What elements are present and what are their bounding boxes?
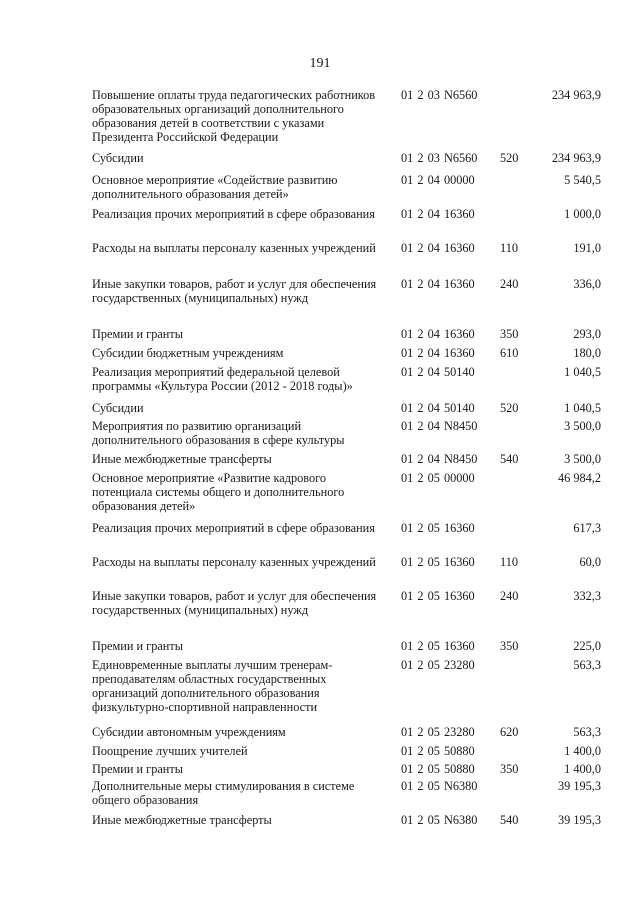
row-code: 01 2 05 16360 bbox=[401, 589, 475, 603]
row-amount: 617,3 bbox=[573, 521, 601, 535]
row-name: Поощрение лучших учителей bbox=[92, 744, 248, 758]
row-amount: 191,0 bbox=[573, 241, 601, 255]
page-number: 191 bbox=[309, 56, 331, 71]
row-vr: 540 bbox=[500, 813, 519, 827]
row-name: Иные закупки товаров, работ и услуг для обеспечения государственных (муниципальных) нужд bbox=[92, 277, 377, 305]
row-code: 01 2 05 N6380 bbox=[401, 813, 478, 827]
row-amount: 225,0 bbox=[573, 639, 601, 653]
row-vr: 110 bbox=[500, 555, 518, 569]
row-code: 01 2 04 16360 bbox=[401, 207, 475, 221]
table-row bbox=[0, 173, 640, 207]
row-vr: 520 bbox=[500, 401, 519, 415]
row-name: Основное мероприятие «Развитие кадрового потенциала системы общего и дополнительного образования детей» bbox=[92, 471, 345, 513]
table-row bbox=[0, 744, 640, 762]
row-code: 01 2 05 N6380 bbox=[401, 779, 478, 793]
table-row bbox=[0, 555, 640, 589]
row-vr: 350 bbox=[500, 327, 519, 341]
budget-table bbox=[0, 88, 640, 831]
row-vr: 620 bbox=[500, 725, 519, 739]
table-row bbox=[0, 452, 640, 471]
row-code: 01 2 04 16360 bbox=[401, 277, 475, 291]
row-vr: 520 bbox=[500, 151, 519, 165]
table-row bbox=[0, 639, 640, 658]
table-row bbox=[0, 419, 640, 452]
row-amount: 1 400,0 bbox=[564, 762, 601, 776]
row-amount: 5 540,5 bbox=[564, 173, 601, 187]
row-code: 01 2 05 16360 bbox=[401, 639, 475, 653]
row-vr: 610 bbox=[500, 346, 519, 360]
table-row bbox=[0, 762, 640, 779]
row-amount: 1 040,5 bbox=[564, 365, 601, 379]
row-name: Дополнительные меры стимулирования в системе общего образования bbox=[92, 779, 355, 807]
row-amount: 39 195,3 bbox=[557, 779, 601, 793]
row-name: Основное мероприятие «Содействие развитию дополнительного образования детей» bbox=[92, 173, 338, 201]
row-name: Субсидии автономным учреждениям bbox=[92, 725, 286, 739]
row-amount: 234 963,9 bbox=[551, 88, 601, 102]
table-row bbox=[0, 365, 640, 401]
row-amount: 60,0 bbox=[579, 555, 601, 569]
table-row bbox=[0, 589, 640, 639]
row-code: 01 2 04 50140 bbox=[401, 401, 475, 415]
row-name: Расходы на выплаты персоналу казенных учреждений bbox=[92, 555, 376, 569]
row-amount: 563,3 bbox=[573, 658, 601, 672]
row-code: 01 2 05 23280 bbox=[401, 725, 475, 739]
table-row bbox=[0, 401, 640, 419]
row-amount: 336,0 bbox=[573, 277, 601, 291]
row-code: 01 2 05 50880 bbox=[401, 762, 475, 776]
row-amount: 332,3 bbox=[573, 589, 601, 603]
table-row bbox=[0, 88, 640, 151]
table-row bbox=[0, 327, 640, 346]
row-code: 01 2 04 N8450 bbox=[401, 452, 478, 466]
row-amount: 1 000,0 bbox=[564, 207, 601, 221]
row-amount: 39 195,3 bbox=[557, 813, 601, 827]
row-code: 01 2 04 16360 bbox=[401, 241, 475, 255]
table-row bbox=[0, 346, 640, 365]
row-name: Субсидии bbox=[92, 401, 144, 415]
row-amount: 1 400,0 bbox=[564, 744, 601, 758]
row-name: Премии и гранты bbox=[92, 762, 184, 776]
row-amount: 563,3 bbox=[573, 725, 601, 739]
row-name: Единовременные выплаты лучшим тренерам-преподавателям областных государственных организаций дополнительного образования физкультурно-спортивной направленности bbox=[92, 658, 333, 714]
row-vr: 540 bbox=[500, 452, 519, 466]
row-vr: 350 bbox=[500, 762, 519, 776]
row-code: 01 2 04 N8450 bbox=[401, 419, 478, 433]
row-name: Иные закупки товаров, работ и услуг для обеспечения государственных (муниципальных) нужд bbox=[92, 589, 377, 617]
row-name: Повышение оплаты труда педагогических работников образовательных организаций дополнительного образования детей в соответствии с указами Президента Российской Федерации bbox=[92, 88, 376, 144]
table-row bbox=[0, 725, 640, 744]
row-code: 01 2 03 N6560 bbox=[401, 151, 478, 165]
row-name: Премии и гранты bbox=[92, 639, 184, 653]
row-code: 01 2 05 23280 bbox=[401, 658, 475, 672]
table-row bbox=[0, 277, 640, 327]
table-row bbox=[0, 521, 640, 555]
row-code: 01 2 05 16360 bbox=[401, 521, 475, 535]
row-code: 01 2 04 16360 bbox=[401, 346, 475, 360]
row-name: Расходы на выплаты персоналу казенных учреждений bbox=[92, 241, 376, 255]
row-name: Субсидии bbox=[92, 151, 144, 165]
row-code: 01 2 04 16360 bbox=[401, 327, 475, 341]
row-amount: 1 040,5 bbox=[564, 401, 601, 415]
row-name: Иные межбюджетные трансферты bbox=[92, 813, 272, 827]
row-name: Премии и гранты bbox=[92, 327, 184, 341]
row-name: Реализация мероприятий федеральной целевой программы «Культура России (2012 - 2018 годы)» bbox=[92, 365, 353, 393]
row-code: 01 2 05 50880 bbox=[401, 744, 475, 758]
row-code: 01 2 04 00000 bbox=[401, 173, 475, 187]
row-amount: 46 984,2 bbox=[557, 471, 601, 485]
table-row bbox=[0, 471, 640, 521]
row-code: 01 2 05 16360 bbox=[401, 555, 475, 569]
table-row bbox=[0, 779, 640, 813]
row-name: Реализация прочих мероприятий в сфере образования bbox=[92, 207, 375, 221]
row-amount: 3 500,0 bbox=[564, 419, 601, 433]
row-amount: 3 500,0 bbox=[564, 452, 601, 466]
row-name: Иные межбюджетные трансферты bbox=[92, 452, 272, 466]
row-vr: 240 bbox=[500, 589, 519, 603]
table-row bbox=[0, 813, 640, 831]
table-row bbox=[0, 207, 640, 241]
row-amount: 293,0 bbox=[573, 327, 601, 341]
row-amount: 180,0 bbox=[573, 346, 601, 360]
table-row bbox=[0, 151, 640, 173]
table-row bbox=[0, 241, 640, 277]
row-code: 01 2 04 50140 bbox=[401, 365, 475, 379]
row-name: Субсидии бюджетным учреждениям bbox=[92, 346, 284, 360]
row-amount: 234 963,9 bbox=[551, 151, 601, 165]
row-name: Мероприятия по развитию организаций дополнительного образования в сфере культуры bbox=[92, 419, 345, 447]
row-vr: 350 bbox=[500, 639, 519, 653]
row-code: 01 2 05 00000 bbox=[401, 471, 475, 485]
row-name: Реализация прочих мероприятий в сфере образования bbox=[92, 521, 375, 535]
row-vr: 110 bbox=[500, 241, 518, 255]
row-code: 01 2 03 N6560 bbox=[401, 88, 478, 102]
row-vr: 240 bbox=[500, 277, 519, 291]
table-row bbox=[0, 658, 640, 725]
